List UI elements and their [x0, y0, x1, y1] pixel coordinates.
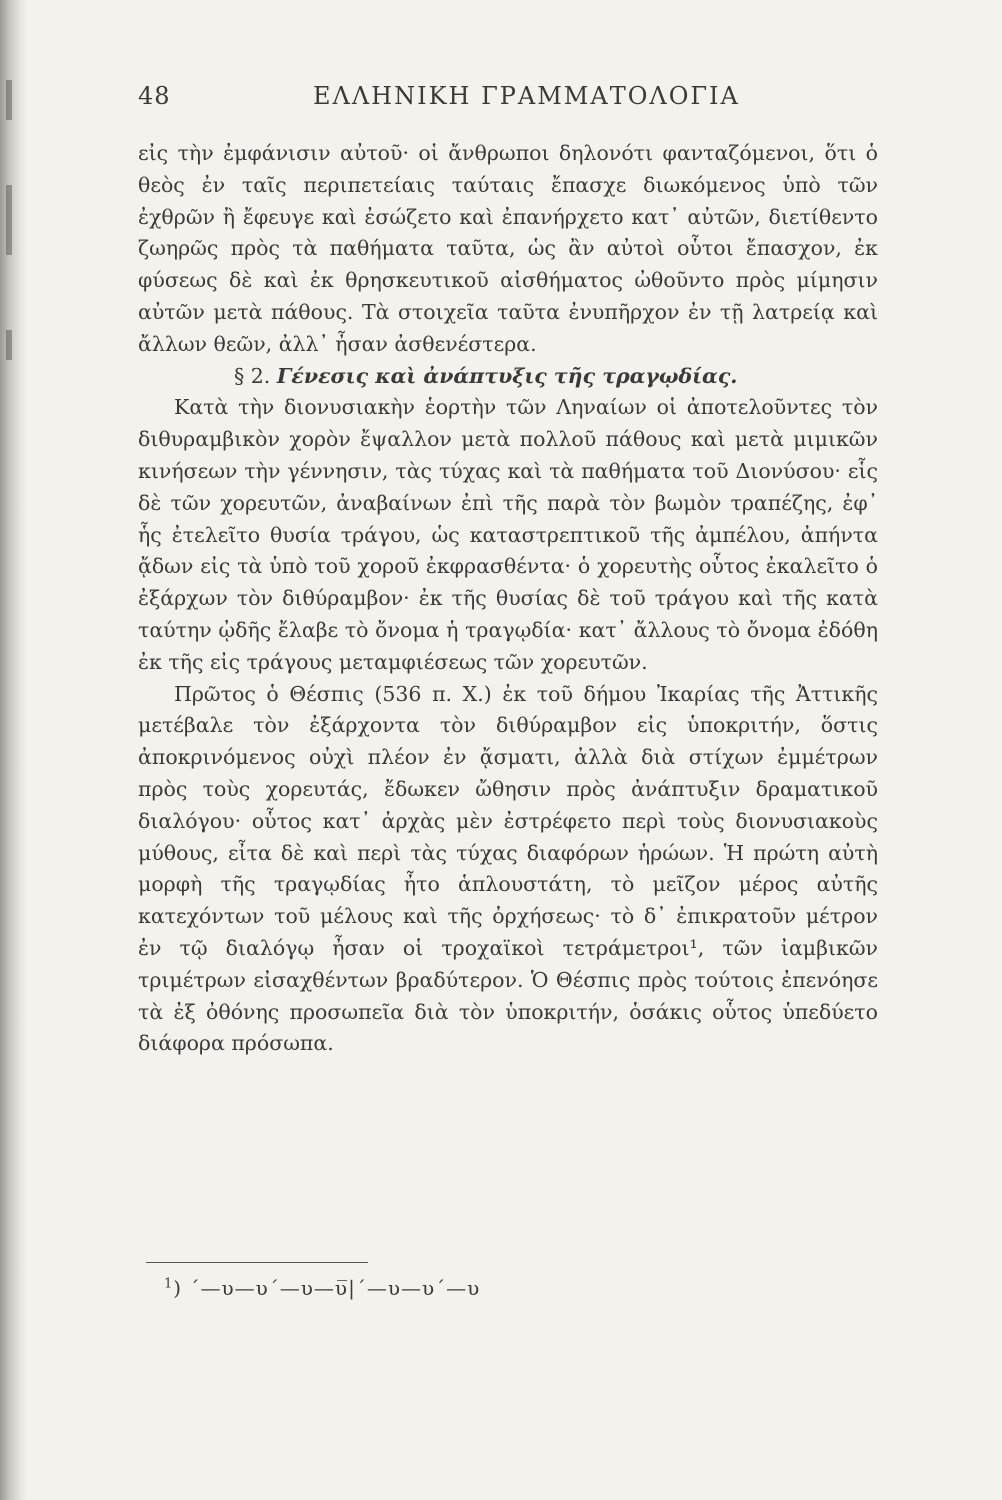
section-heading — [138, 361, 878, 393]
page-edge-shadow — [0, 0, 28, 1500]
footnote-rule — [146, 1262, 368, 1263]
page-number: 48 — [138, 82, 171, 110]
binding-mark — [6, 185, 12, 255]
footnote — [164, 1276, 480, 1300]
paragraph: Πρῶτος ὁ Θέσπις (536 π. Χ.) ἐκ τοῦ δήμου Ἰκαρίας τῆς Ἀττικῆς μετέβαλε τὸν ἐξάρχοντα τὸν διθύραμβον εἰς ὑποκριτήν, ὅστις ἀποκρινόμενος οὐχὶ πλέον ἐν ᾄσματι, ἀλλὰ διὰ στίχων ἐμμέτρων πρὸς τοὺς χορευτάς, ἔδωκεν ὤθησιν πρὸς ἀνάπτυξιν δραματικοῦ διαλόγου· οὗτος κατ᾽ ἀρχὰς μὲν ἐστρέφετο περὶ τοὺς διονυσιακοὺς μύθους, εἶτα δὲ καὶ περὶ τὰς τύχας διαφόρων ἡρώων. Ἡ πρώτη αὐτὴ μορφὴ τῆς τραγῳδίας ἦτο ἁπλουστάτη, τὸ μεῖζον μέρος αὐτῆς κατεχόντων τοῦ μέλους καὶ τῆς ὀρχήσεως· τὸ δ᾽ ἐπικρατοῦν μέτρον ἐν τῷ διαλόγῳ ἦσαν οἱ τροχαϊκοὶ τετράμετροι¹, τῶν ἰαμβικῶν τριμέτρων εἰσαχθέντων βραδύτερον. Ὁ Θέσπις πρὸς τούτοις ἐπενόησε τὰ ἐξ ὀθόνης προσωπεῖα διὰ τὸν ὑποκριτήν, ὁσάκις οὗτος ὑπεδύετο διάφορα πρόσωπα. — [138, 681, 878, 1056]
body-text — [138, 138, 878, 1060]
binding-mark — [6, 330, 12, 360]
running-head: ΕΛΛΗΝΙΚΗ ΓΡΑΜΜΑΤΟΛΟΓΙΑ — [313, 82, 740, 110]
footnote-text: ) ´—υ—υ´—υ—υ̅|´—υ—υ´—υ — [173, 1276, 481, 1300]
paragraph: Κατὰ τὴν διονυσιακὴν ἑορτὴν τῶν Ληναίων οἱ ἀποτελοῦντες τὸν διθυραμβικὸν χορὸν ἔψαλλον μετὰ πολλοῦ πάθους καὶ μετὰ μιμικῶν κινήσεων τὴν γέννησιν, τὰς τύχας καὶ τὰ παθήματα τοῦ Διονύσου· εἷς δὲ τῶν χορευτῶν, ἀναβαίνων ἐπὶ τῆς παρὰ τὸν βωμὸν τραπέζης, ἐφ᾽ ἧς ἐτελεῖτο θυσία τράγου, ὡς καταστρεπτικοῦ τῆς ἀμπέλου, ἀπήντα ᾄδων εἰς τὰ ὑπὸ τοῦ χοροῦ ἐκφρασθέντα· ὁ χορευτὴς οὗτος ἐκαλεῖτο ὁ ἐξάρχων τὸν διθύραμβον· ἐκ τῆς θυσίας δὲ τοῦ τράγου καὶ τῆς κατὰ ταύτην ᾠδῆς ἔλαβε τὸ ὄνομα ἡ τραγῳδία· κατ᾽ ἄλλους τὸ ὄνομα ἐδόθη ἐκ τῆς εἰς τράγους μεταμφιέσεως τῶν χορευτῶν. — [138, 395, 878, 674]
page-header — [138, 82, 878, 122]
section-number: § 2. — [234, 363, 271, 388]
binding-mark — [6, 80, 12, 120]
section-title: Γένεσις καὶ ἀνάπτυξις τῆς τραγῳδίας. — [276, 363, 738, 388]
footnote-marker: 1 — [164, 1276, 174, 1292]
paragraph: εἰς τὴν ἐμφάνισιν αὐτοῦ· οἱ ἄνθρωποι δηλονότι φανταζόμενοι, ὅτι ὁ θεὸς ἐν ταῖς περιπετείαις ταύταις ἔπασχε διωκόμενος ὑπὸ τῶν ἐχθρῶν ἢ ἔφευγε καὶ ἐσώζετο καὶ ἐπανήρχετο κατ᾽ αὐτῶν, διετίθεντο ζωηρῶς πρὸς τὰ παθήματα ταῦτα, ὡς ἂν αὐτοὶ οὗτοι ἔπασχον, ἐκ φύσεως δὲ καὶ ἐκ θρησκευτικοῦ αἰσθήματος ὠθοῦντο πρὸς μίμησιν αὐτῶν μετὰ πάθους. Τὰ στοιχεῖα ταῦτα ἐνυπῆρχον ἐν τῇ λατρείᾳ καὶ ἄλλων θεῶν, ἀλλ᾽ ἦσαν ἀσθενέστερα. — [138, 141, 878, 356]
